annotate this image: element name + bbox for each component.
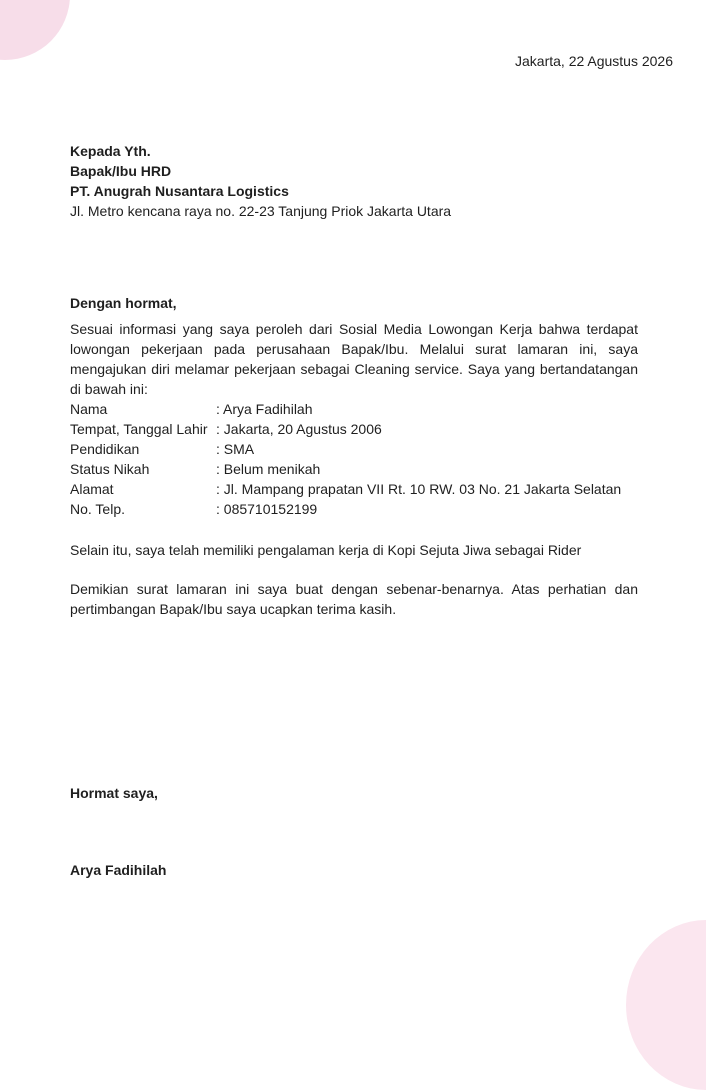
detail-row-birth — [70, 419, 621, 439]
closing-paragraph: Demikian surat lamaran ini saya buat dengan sebenar-benarnya. Atas perhatian dan pertimbangan Bapak/Ibu saya ucapkan terima kasih. — [70, 581, 638, 617]
closing-salutation: Hormat saya, — [70, 785, 158, 801]
detail-label: No. Telp. — [70, 501, 125, 517]
recipient-block — [70, 141, 638, 221]
recipient-salutation: Kepada Yth. — [70, 143, 151, 159]
detail-value: : Arya Fadihilah — [216, 401, 313, 417]
letter-date: Jakarta, 22 Agustus 2026 — [515, 53, 673, 69]
detail-label: Pendidikan — [70, 441, 140, 457]
detail-label: Status Nikah — [70, 461, 150, 477]
detail-row-phone — [70, 499, 621, 519]
detail-label: Tempat, Tanggal Lahir — [70, 421, 208, 437]
detail-value: : Belum menikah — [216, 461, 321, 477]
detail-label: Alamat — [70, 481, 114, 497]
detail-value: : SMA — [216, 441, 255, 457]
decorative-corner-bottom-right — [626, 920, 706, 1090]
recipient-address: Jl. Metro kencana raya no. 22-23 Tanjung Priok Jakarta Utara — [70, 203, 452, 219]
detail-row-nama — [70, 399, 621, 419]
detail-row-marital — [70, 459, 621, 479]
detail-value: : Jakarta, 20 Agustus 2006 — [216, 421, 382, 437]
detail-value: : Jl. Mampang prapatan VII Rt. 10 RW. 03 No. 21 Jakarta Selatan — [216, 481, 622, 497]
detail-value: : 085710152199 — [216, 501, 318, 517]
signer-name: Arya Fadihilah — [70, 862, 167, 878]
intro-paragraph: Sesuai informasi yang saya peroleh dari Sosial Media Lowongan Kerja bahwa terdapat lowongan pekerjaan pada perusahaan Bapak/Ibu. Melalui surat lamaran ini, saya mengajukan diri melamar pekerjaan sebagai Cleaning service. Saya yang bertandatangan di bawah ini: — [70, 321, 638, 397]
experience-paragraph: Selain itu, saya telah memiliki pengalaman kerja di Kopi Sejuta Jiwa sebagai Rider — [70, 542, 582, 558]
detail-row-education — [70, 439, 621, 459]
recipient-title: Bapak/Ibu HRD — [70, 163, 172, 179]
detail-row-address — [70, 479, 621, 499]
letter-page — [70, 0, 673, 1000]
decorative-corner-top-left — [0, 0, 70, 60]
greeting: Dengan hormat, — [70, 295, 177, 311]
applicant-details — [70, 399, 621, 519]
detail-label: Nama — [70, 401, 108, 417]
recipient-company: PT. Anugrah Nusantara Logistics — [70, 183, 289, 199]
